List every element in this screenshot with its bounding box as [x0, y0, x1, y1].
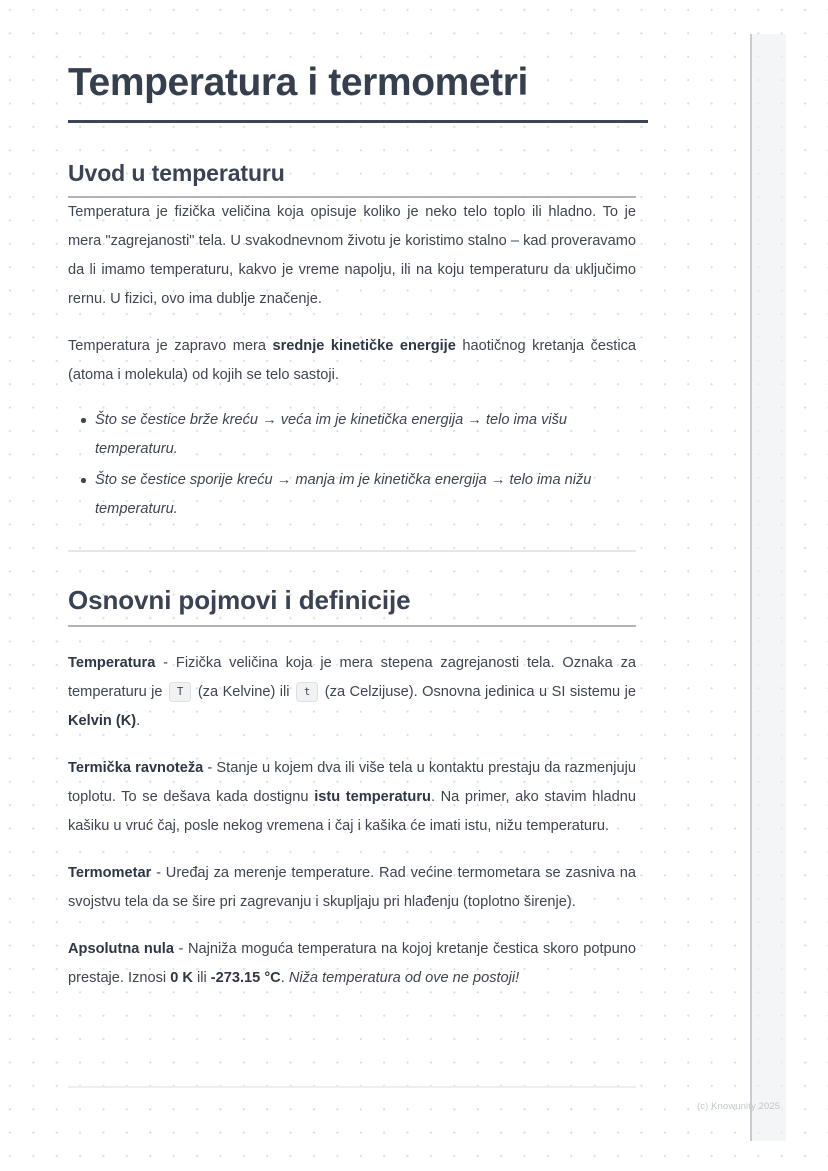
definition-termicka-ravnoteza: [68, 754, 636, 841]
text-run: ili: [192, 969, 211, 986]
text-run: (za Celzijuse). Osnovna jedinica u SI sistemu je: [320, 683, 637, 700]
section-osnovni-pojmovi: [68, 582, 636, 993]
emphasis-italic: Niža temperatura od ove ne postoji!: [288, 969, 520, 986]
section-heading-osnovni-pojmovi: Osnovni pojmovi i definicije: [68, 584, 411, 615]
definition-term: Termička ravnoteža: [68, 759, 204, 776]
page-title: Temperatura i termometri: [68, 61, 528, 104]
text-run: Temperatura je zapravo mera: [68, 338, 273, 354]
document-content: [68, 58, 636, 993]
page-edge-rule: [750, 34, 752, 1141]
section-heading-rule: [68, 625, 636, 627]
text-run: - Stanje u kojem dva ili više tela u kontaktu prestaju da razmenjuju toplotu. To se dešava kada dostignu: [68, 759, 636, 805]
section-heading-uvod: Uvod u temperaturu: [68, 160, 285, 186]
emphasis-strong: istu temperaturu: [314, 788, 431, 805]
definition-apsolutna-nula: [68, 935, 636, 993]
emphasis-strong: srednje kinetičke energije: [272, 338, 456, 354]
bullet-list-kineticka-energija: [68, 406, 636, 524]
text-run: .: [280, 969, 289, 986]
section-divider: [68, 550, 636, 552]
text-run: - Fizička veličina koja je mera stepena zagrejanosti tela. Oznaka za temperaturu je: [68, 654, 636, 700]
emphasis-strong: Kelvin (K): [68, 712, 137, 729]
text-run: .: [136, 712, 141, 729]
definition-term: Termometar: [68, 864, 152, 881]
emphasis-strong: 0 K: [170, 969, 193, 986]
text-run: Temperatura je fizička veličina koja opisuje koliko je neko telo toplo ili hladno. To je mera "zagrejanosti" tela. U svakodnevnom životu je koristimo stalno – kad proveravamo da li imamo temperaturu, kakvo je vreme napolju, ili na koju temperaturu da uključimo rernu. U fizici, ovo ima dublje značenje.: [68, 204, 636, 307]
definition-term: Temperatura: [68, 654, 156, 671]
page-edge-strip: [752, 34, 786, 1141]
emphasis-strong: -273.15 °C: [210, 969, 281, 986]
definition-temperatura: [68, 649, 636, 736]
paragraph-uvod-2: [68, 332, 636, 390]
text-run: haotičnog kretanja čestica (atoma i molekula) od kojih se telo sastoji.: [68, 338, 636, 383]
list-item: Što se čestice sporije kreću → manja im je kinetička energija → telo ima nižu temperaturu.: [85, 466, 636, 524]
list-item: Što se čestice brže kreću → veća im je kinetička energija → telo ima višu temperaturu.: [85, 406, 636, 464]
paragraph-uvod-1: [68, 198, 636, 314]
footer-divider: [68, 1086, 636, 1088]
text-run: (za Kelvine) ili: [193, 683, 294, 700]
text-run: - Uređaj za merenje temperature. Rad većine termometara se zasniva na svojstvu tela da se šire pri zagrevanju i skupljaju pri hlađenju (toplotno širenje).: [68, 864, 636, 910]
section-uvod-u-temperaturu: [68, 157, 636, 552]
text-run: . Na primer, ako stavim hladnu kašiku u vruć čaj, posle nekog vremena i čaj i kašika će imati istu, nižu temperaturu.: [68, 788, 636, 834]
definition-body: [68, 865, 636, 910]
title-rule: [68, 120, 648, 123]
inline-code-chip: T: [169, 682, 191, 702]
text-run: - Najniža moguća temperatura na kojoj kretanje čestica skoro potpuno prestaje. Iznosi: [68, 940, 636, 986]
inline-code-chip: t: [296, 682, 318, 702]
definition-term: Apsolutna nula: [68, 940, 174, 957]
definition-termometar: [68, 859, 636, 917]
copyright-watermark: (c) Knowunity 2025: [697, 1101, 781, 1112]
